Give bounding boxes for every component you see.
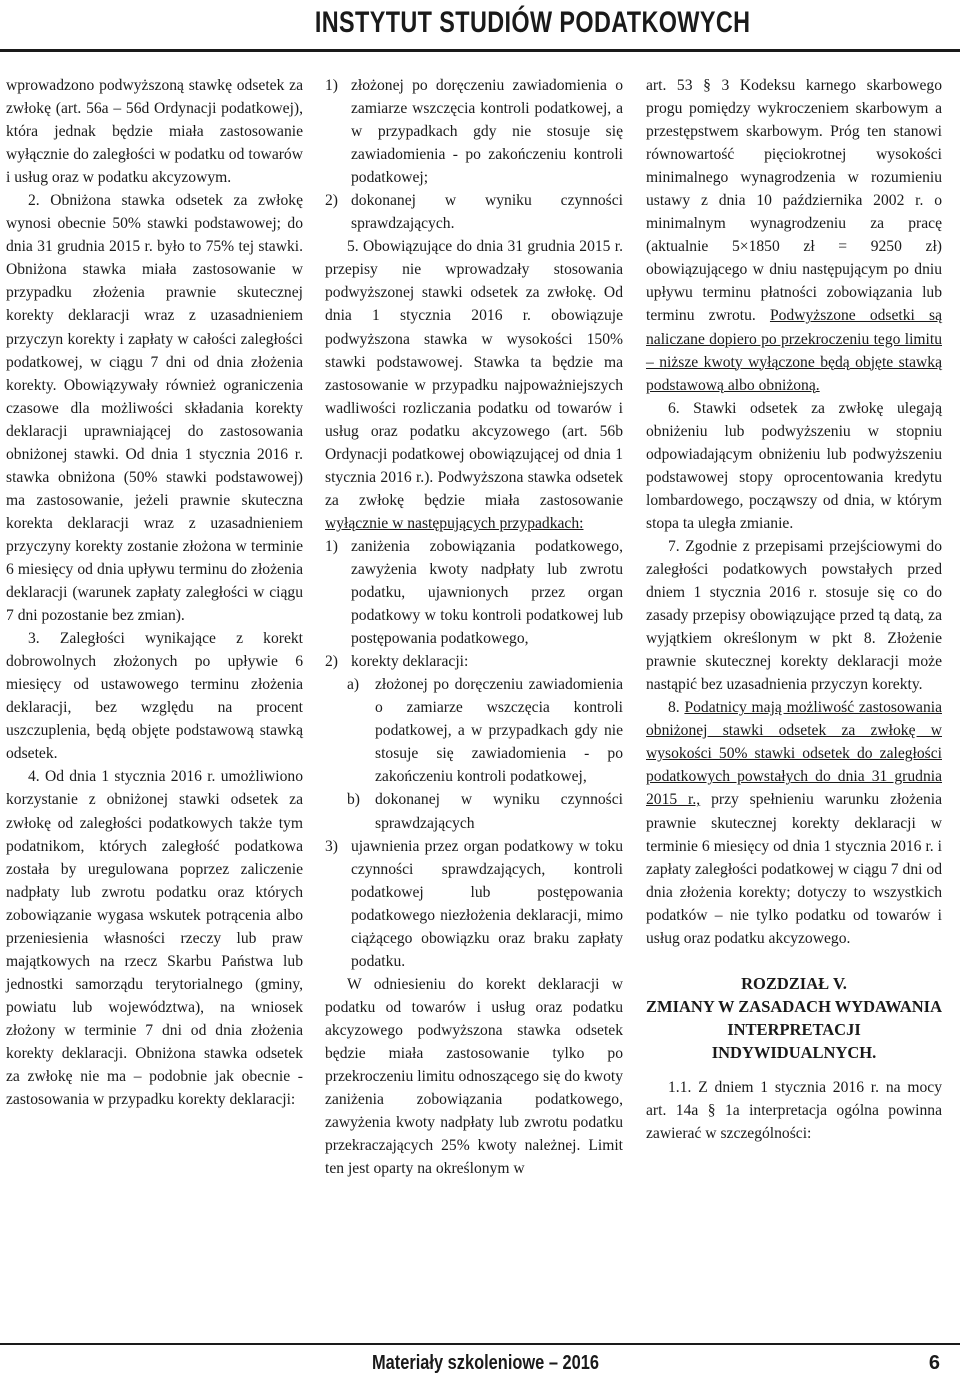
paragraph: art. 53 § 3 Kodeksu karnego skarbowego progu pomiędzy wykroczeniem skarbowym a przestępstwem skarbowym. Próg ten stanowi równowartość pięciokrotnej wysokości minimalnego wynagrodzenia w rozumieniu ustawy z dnia 10 października 2002 r. o minimalnym wynagrodzeniu za pracę (aktualnie 5×1850 zł = 9250 zł) obowiązującego w dniu następującym po dniu upływu terminu płatności zobowiązania lub terminu zwrotu. Podwyższone odsetki są naliczane dopiero po przekroczeniu tego limitu – niższe kwoty wyłączone będą objęte stawką podstawową albo obniżoną. (646, 77, 942, 394)
footer-text: Materiały szkoleniowe – 2016 (372, 1352, 599, 1374)
numbered-list (325, 535, 623, 673)
footer-rule (0, 1343, 960, 1345)
chapter-heading: ROZDZIAŁ V. ZMIANY W ZASADACH WYDAWANIA INTERPRETACJI INDYWIDUALNYCH. (646, 973, 942, 1062)
column-3 (646, 74, 942, 1145)
header-title: INSTYTUT STUDIÓW PODATKOWYCH (314, 6, 750, 39)
header-rule (0, 49, 960, 52)
underlined-text: Podwyższone odsetki są naliczane dopiero po przekroczeniu tego limitu – niższe kwoty wyłączone będą objęte stawką podstawową albo obniżoną. (646, 307, 942, 394)
list-item: 1) złożonej po doręczeniu zawiadomienia o zamiarze wszczęcia kontroli podatkowej, a w przypadkach gdy nie stosuje się zawiadomienia - po zakończeniu kontroli podatkowej; (325, 77, 623, 187)
list-item: 3) ujawnienia przez organ podatkowy w toku czynności sprawdzających, kontroli podatkowej lub postępowania podatkowego niezłożenia deklaracji, mimo ciążącego obowiązku oraz braku zapłaty podatku. (325, 837, 623, 970)
numbered-list (325, 74, 623, 235)
paragraph: 5. Obowiązujące do dnia 31 grudnia 2015 r. przepisy nie wprowadzały stosowania podwyższonej stawki odsetek za zwłokę. Od dnia 1 stycznia 2016 r. obowiązuje podwyższona stawka w wysokości 150% stawki podstawowej. Stawka ta będzie ma zastosowanie w przypadku najpoważniejszych wadliwości rozliczania podatku od towarów i usług oraz podatku akcyzowego (art. 56b Ordynacji podatkowej obowiązującej od dnia 1 stycznia 2016 r.). Podwyższona stawka odsetek za zwłokę będzie miała zastosowanie wyłącznie w następujących przypadkach: (325, 238, 623, 532)
underlined-text: Podatnicy mają możliwość zastosowania obniżonej stawki odsetek za zwłokę w wysokości 50% stawki odsetek do zaległości podatkowych powstałych do dnia 31 grudnia 2015 r., (646, 699, 942, 809)
paragraph: 8. Podatnicy mają możliwość zastosowania obniżonej stawki odsetek za zwłokę w wysokości 50% stawki odsetek do zaległości podatkowych powstałych do dnia 31 grudnia 2015 r., przy spełnieniu warunku złożenia prawnie skutecznej korekty deklaracji w terminie 6 miesięcy od dnia 1 stycznia 2016 r. i zapłaty zaległości podatkowej w ciągu 7 dni od dnia złożenia korekty; dotyczy to wszystkich podatków – nie tylko podatku od towarów i usług oraz podatku akcyzowego. (646, 699, 943, 947)
paragraph: 7. Zgodnie z przepisami przejściowymi do zaległości podatkowych powstałych przed dniem 1 stycznia 2016 r. stosuje się co do zasady przepisy obowiązujące przed tą datą, za wyjątkiem określonym w pkt 8. Złożenie prawnie skutecznej korekty deklaracji może nastąpić bez uzasadnienia przyczyn korekty. (646, 537, 942, 694)
column-1 (6, 74, 303, 1111)
paragraph: 1.1. Z dniem 1 stycznia 2016 r. na mocy art. 14a § 1a interpretacja ogólna powinna zawierać w szczególności: (646, 1078, 942, 1142)
sub-list (325, 673, 623, 834)
paragraph: W odniesieniu do korekt deklaracji w podatku od towarów i usług oraz podatku akcyzowego podwyższona stawka odsetek będzie miała zastosowanie tylko po przekroczeniu limitu odnoszącego się do kwoty zaniżenia zobowiązania podatkowego, zawyżenia kwoty nadpłaty lub zwrotu podatku przekraczających 25% kwoty należnej. Limit ten jest oparty na określonym w (325, 975, 623, 1178)
column-2 (325, 74, 623, 1180)
paragraph: wprowadzono podwyższoną stawkę odsetek za zwłokę (art. 56a – 56d Ordynacji podatkowej), która jednak będzie miała zastosowanie wyłącznie do zaległości w podatku od towarów i usług oraz w podatku akcyzowym. (6, 77, 303, 187)
paragraph: 4. Od dnia 1 stycznia 2016 r. umożliwiono korzystanie z obniżonej stawki odsetek za zwłokę od zaległości podatkowych także tym podatnikom, których zaległość podatkowa została by uregulowana poprzez zaliczenie nadpłaty lub zwrotu podatku oraz których zobowiązanie wygasa wskutek potrącenia albo przeniesienia własności rzeczy lub praw majątkowych na rzecz Skarbu Państwa lub jednostki samorządu terytorialnego (gminy, powiatu lub województwa), na wniosek złożony w terminie 7 dni od dnia złożenia korekty deklaracji. Obniżona stawka odsetek za zwłokę nie ma – podobnie jak obecnie - zastosowania w przypadku korekty deklaracji: (6, 768, 303, 1109)
page-number: 6 (928, 1352, 940, 1374)
list-item: 2) korekty deklaracji: (325, 653, 469, 671)
list-item: 2) dokonanej w wyniku czynności sprawdzających. (325, 192, 623, 233)
list-item: 1) zaniżenia zobowiązania podatkowego, zawyżenia kwoty nadpłaty lub zwrotu podatku, ujawnionych przez organ podatkowy w toku kontroli podatkowej lub postępowania podatkowego, (325, 537, 623, 648)
numbered-list (325, 835, 623, 973)
paragraph: 2. Obniżona stawka odsetek za zwłokę wynosi obecnie 50% stawki podstawowej; do dnia 31 grudnia 2015 r. było to 75% tej stawki. Obniżona stawka miała zastosowanie w przypadku złożenia prawnie skutecznej korekty deklaracji wraz z uzasadnieniem przyczyn korekty i zapłaty w całości zaległości podatkowej, w ciągu 7 dni od dnia złożenia korekty. Obowiązywały również ograniczenia czasowe dla możliwości składania korekty deklaracji uprawniającej do zastosowania obniżonej stawki. Od dnia 1 stycznia 2016 r. stawka obniżona (50% stawki podstawowej) ma zastosowanie, jeżeli prawnie skuteczna korekta deklaracji wraz z uzasadnieniem przyczyny korekty zostanie złożona w terminie 6 miesięcy od dnia upływu terminu do złożenia deklaracji (warunek zapłaty zaległości w ciągu 7 dni pozostanie bez zmian). (6, 192, 303, 625)
paragraph: 3. Zaległości wynikające z korekt dobrowolnych złożonych po upływie 6 miesięcy od ustawowego terminu złożenia deklaracji, bez względu na procent uszczuplenia, będą objęte podstawową stawką odsetek. (6, 630, 303, 763)
underlined-text: wyłącznie w następujących przypadkach: (325, 514, 584, 532)
page-header (0, 0, 960, 58)
paragraph: 6. Stawki odsetek za zwłokę ulegają obniżeniu lub podwyższeniu w stopniu odpowiadającym obniżeniu lub podwyższeniu podstawowej stopy oprocentowania kredytu lombardowego, począwszy od dnia, w którym stopa ta uległa zmianie. (646, 399, 942, 532)
list-item: a) złożonej po doręczeniu zawiadomienia o zamiarze wszczęcia kontroli podatkowej, a w przypadkach gdy nie stosuje się zawiadomienia - po zakończeniu kontroli podatkowej, (347, 676, 623, 786)
list-item: b) dokonanej w wyniku czynności sprawdzających (347, 791, 623, 832)
